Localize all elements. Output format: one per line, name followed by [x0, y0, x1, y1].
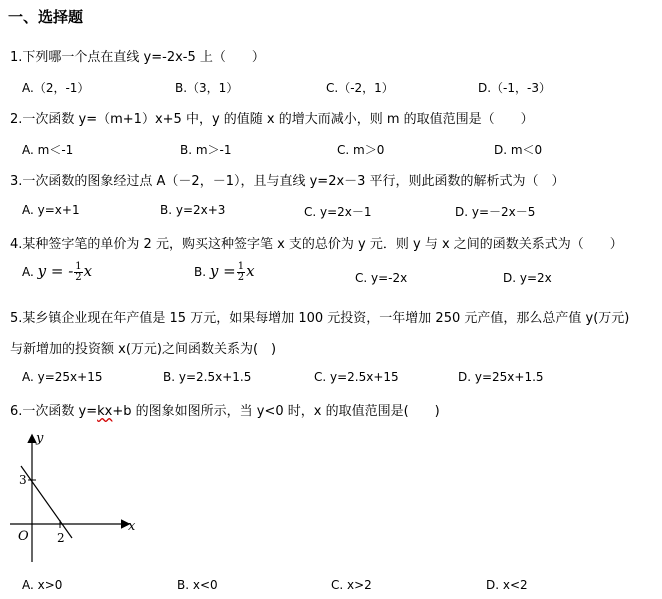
question-6-option-b[interactable]: B. x<0 — [177, 578, 218, 592]
question-4-option-c[interactable]: C. y=-2x — [355, 271, 408, 285]
option-b-fraction — [237, 262, 245, 283]
question-2-option-c[interactable]: C. m＞0 — [337, 143, 385, 157]
question-1-option-d[interactable]: D.（-1，-3） — [478, 81, 551, 95]
question-5-stem-line-1: 5.某乡镇企业现在年产值是 15 万元，如果每增加 100 元投资，一年增加 250 元产值，那么总产值 y(万元) — [10, 311, 630, 326]
function-line — [21, 466, 72, 538]
question-4-stem: 4.某种签字笔的单价为 2 元，购买这种签字笔 x 支的总价为 y 元．则 y 与 x 之间的函数关系式为（ ） — [10, 237, 623, 252]
question-1-option-a[interactable]: A.（2，-1） — [22, 81, 90, 95]
question-2-option-d[interactable]: D. m＜0 — [494, 143, 543, 157]
question-2-stem: 2.一次函数 y=（m+1）x+5 中，y 的值随 x 的增大而减小，则 m 的取值范围是（ ） — [10, 112, 534, 127]
question-2-option-b[interactable]: B. m＞-1 — [180, 143, 232, 157]
question-3-option-c[interactable]: C. y=2x－1 — [304, 205, 372, 219]
question-3-option-d[interactable]: D. y=－2x－5 — [455, 205, 536, 219]
origin-label: O — [18, 529, 29, 544]
y-intercept-label: 3 — [19, 473, 27, 487]
question-3-option-a[interactable]: A. y=x+1 — [22, 203, 80, 217]
question-5-option-c[interactable]: C. y=2.5x+15 — [314, 370, 399, 384]
section-title: 一、选择题 — [8, 8, 84, 26]
question-4-option-b[interactable] — [194, 262, 255, 283]
y-axis-label: y — [36, 431, 44, 446]
question-1-option-c[interactable]: C.（-2，1） — [326, 81, 394, 95]
linear-function-graph — [6, 428, 146, 568]
option-b-prefix: B. — [194, 265, 207, 279]
x-intercept-label: 2 — [57, 531, 65, 545]
option-a-fraction — [74, 262, 82, 283]
question-1-option-b[interactable]: B.（3，1） — [175, 81, 239, 95]
fraction-denominator: 2 — [75, 272, 82, 283]
option-a-var: x — [83, 262, 93, 280]
question-2-option-a[interactable]: A. m＜-1 — [22, 143, 74, 157]
question-5-stem-line-2: 与新增加的投资额 x(万元)之间函数关系为( ) — [10, 342, 277, 357]
question-6-stem — [10, 400, 440, 419]
option-b-var: x — [246, 262, 255, 280]
fraction-numerator: 1 — [237, 261, 245, 272]
question-3-option-b[interactable]: B. y=2x+3 — [160, 203, 226, 217]
question-4-option-d[interactable]: D. y=2x — [503, 271, 552, 285]
question-1-stem: 1.下列哪一个点在直线 y=-2x-5 上（ ） — [10, 50, 265, 65]
option-a-prefix: A. — [22, 265, 34, 279]
question-5-option-b[interactable]: B. y=2.5x+1.5 — [163, 370, 252, 384]
question-6-stem-kx: kx — [97, 404, 113, 419]
question-4-option-a[interactable] — [22, 262, 92, 283]
option-b-lhs: y = — [209, 262, 236, 280]
option-a-lhs: y = - — [37, 262, 74, 280]
fraction-denominator: 2 — [237, 272, 245, 283]
question-6-option-d[interactable]: D. x<2 — [486, 578, 528, 592]
x-axis-label: x — [128, 519, 136, 534]
question-3-stem: 3.一次函数的图象经过点 A（－2，－1），且与直线 y=2x－3 平行，则此函数的解析式为（ ） — [10, 174, 565, 189]
fraction-numerator: 1 — [75, 261, 82, 272]
question-5-option-d[interactable]: D. y=25x+1.5 — [458, 370, 544, 384]
question-6-option-c[interactable]: C. x>2 — [331, 578, 372, 592]
question-6-stem-post: +b 的图象如图所示，当 y<0 时，x 的取值范围是( ) — [112, 404, 440, 419]
question-6-stem-pre: 6.一次函数 y= — [10, 404, 98, 419]
question-6-option-a[interactable]: A. x>0 — [22, 578, 63, 592]
question-5-option-a[interactable]: A. y=25x+15 — [22, 370, 103, 384]
